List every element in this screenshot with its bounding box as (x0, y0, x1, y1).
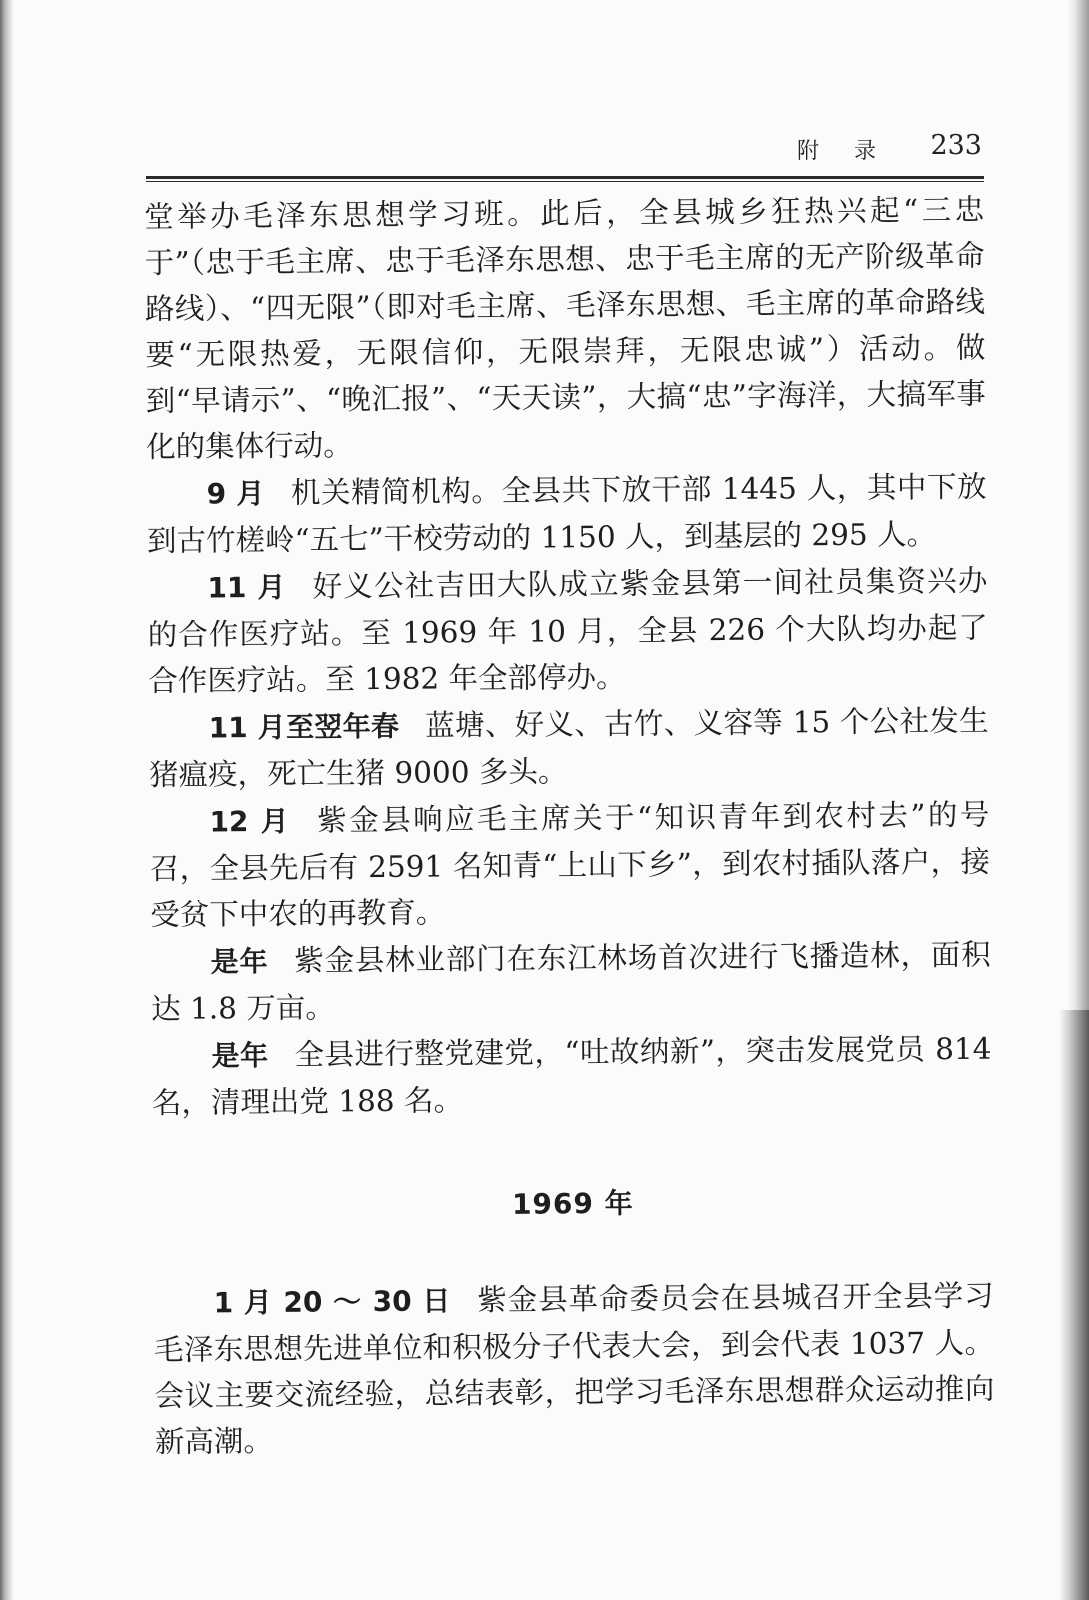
entry-date: 11 月至翌年春 (208, 709, 400, 745)
entry-date: 是年 (210, 944, 269, 979)
entry-text: 全县进行整党建党，“吐故纳新”，突击发展党员 814 名，清理出党 188 名。 (151, 1031, 992, 1120)
header-rule-thick (146, 176, 984, 179)
entry-text: 好义公社吉田大队成立紫金县第一间社员集资兴办的合作医疗站。至 1969 年 10 月，全县 226 个大队均办起了合作医疗站。至 1982 年全部停办。 (147, 563, 988, 698)
entry-text: 紫金县林业部门在东江林场首次进行飞播造林，面积达 1.8 万亩。 (150, 937, 991, 1026)
entry-november-spring (148, 698, 989, 798)
entry-this-year-party (151, 1026, 992, 1126)
entry-text: 紫金县革命委员会在县城召开全县学习毛泽东思想先进单位和积极分子代表大会，到会代表 1037 人。会议主要交流经验，总结表彰，把学习毛泽东思想群众运动推向新高潮。 (153, 1278, 995, 1459)
entry-date: 11 月 (207, 570, 287, 605)
section-title: 附 录 (797, 139, 890, 164)
header-rule-thin (146, 181, 984, 182)
scan-shadow-left (0, 0, 14, 1600)
entry-date: 是年 (211, 1038, 269, 1073)
entry-november (147, 558, 988, 704)
scan-shadow-right-lower (1059, 1010, 1089, 1600)
year-heading: 1969 年 (511, 1186, 634, 1221)
entry-text: 蓝塘、好义、古竹、义容等 15 个公社发生猪瘟疫，死亡生猪 9000 多头。 (148, 703, 989, 792)
page-number: 233 (930, 130, 982, 161)
entry-january (153, 1273, 995, 1465)
entry-text: 堂举办毛泽东思想学习班。此后，全县城乡狂热兴起“三忠于”（忠于毛主席、忠于毛泽东思想、忠于毛主席的无产阶级革命路线）、“四无限”（即对毛主席、毛泽东思想、毛主席的革命路线要“无限热爱，无限信仰，无限崇拜，无限忠诚”）活动。做到“早请示”、“晚汇报”、“天天读”，大搞“忠”字海洋，大搞军事化的集体行动。 (144, 192, 986, 464)
entry-september (146, 464, 987, 564)
running-header (148, 128, 982, 172)
entry-this-year-forestry (151, 932, 992, 1032)
page-body (144, 187, 995, 1466)
entry-text: 紫金县响应毛主席关于“知识青年到农村去”的号召，全县先后有 2591 名知青“上山下乡”，到农村插队落户，接受贫下中农的再教育。 (149, 797, 991, 932)
entry-text: 机关精简机构。全县共下放干部 1445 人，其中下放到古竹槎岭“五七”干校劳动的 1150 人，到基层的 295 人。 (146, 469, 987, 558)
entry-december (149, 792, 990, 938)
entry-date: 1 月 20 ～ 30 日 (213, 1284, 452, 1320)
entry-date: 12 月 (209, 804, 292, 839)
entry-date: 9 月 (206, 476, 266, 511)
entry-continued (144, 187, 986, 470)
